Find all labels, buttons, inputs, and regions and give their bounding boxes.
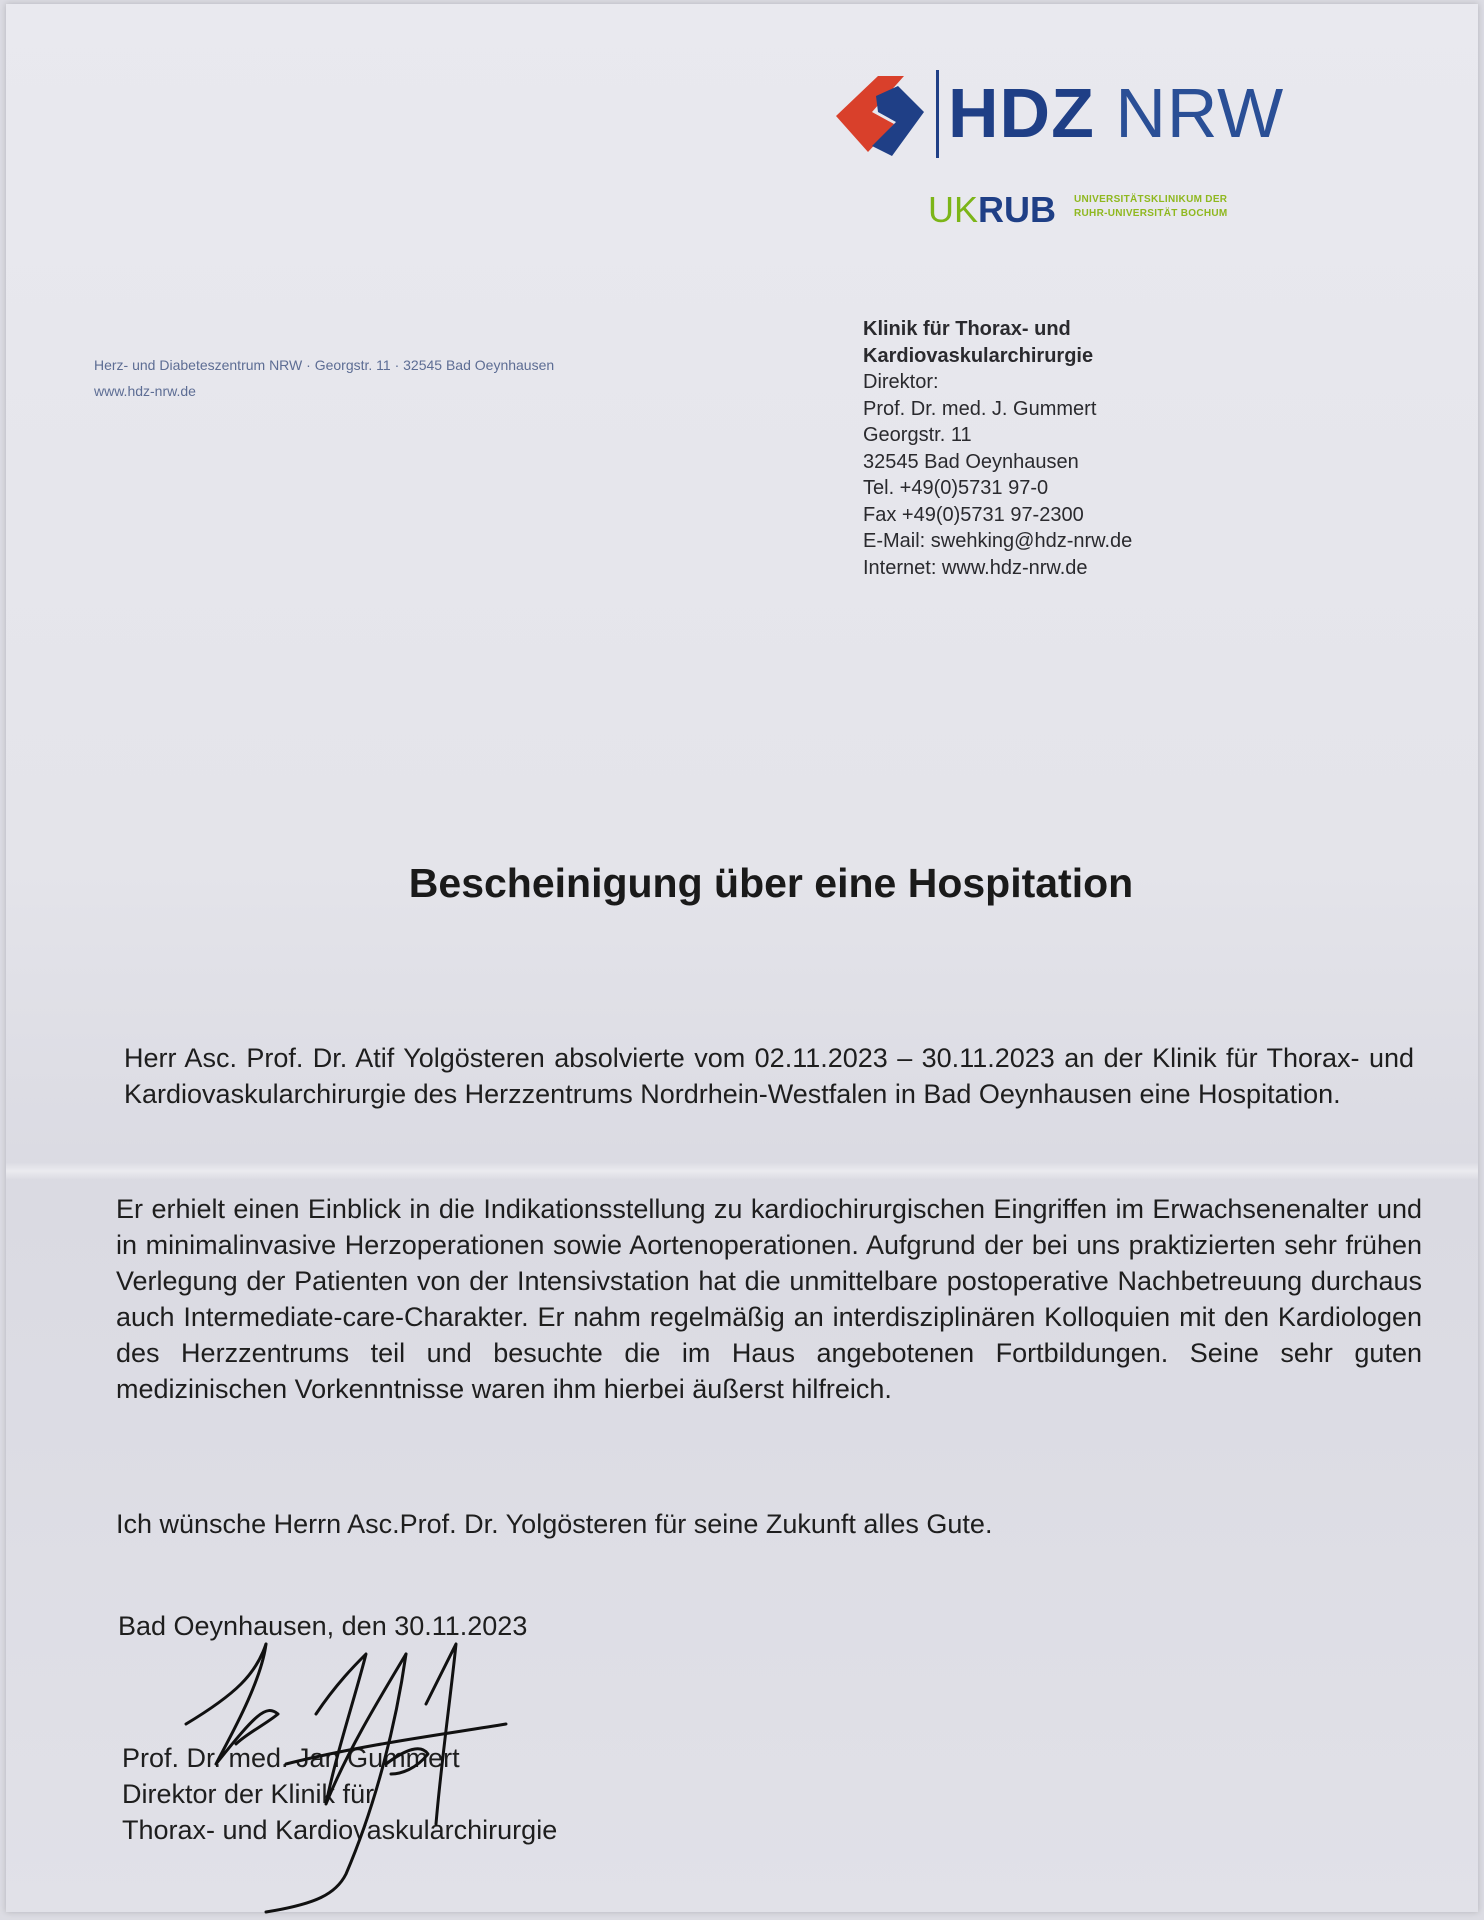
paragraph-intro: Herr Asc. Prof. Dr. Atif Yolgösteren absolvierte vom 02.11.2023 – 30.11.2023 an der Klinik für Thorax- und Kardiovaskularchirurgie des Herzzentrums Nordrhein-Westfalen in Bad Oeynhausen eine Hospitation.	[124, 1043, 1414, 1109]
clinic-phone: Tel. +49(0)5731 97-0	[863, 477, 1049, 499]
clinic-info-block	[863, 316, 1132, 581]
paragraph-closing: Ich wünsche Herrn Asc.Prof. Dr. Yolgösteren für seine Zukunft alles Gute.	[116, 1509, 993, 1539]
handwritten-signature	[166, 1624, 626, 1914]
ukrub-logo	[928, 190, 1056, 230]
rub-text: RUB	[978, 189, 1057, 230]
signer-role-line1: Direktor der Klinik für	[122, 1779, 375, 1809]
letter-page	[6, 4, 1478, 1912]
clinic-email: E-Mail: swehking@hdz-nrw.de	[863, 530, 1133, 552]
signer-role-line2: Thorax- und Kardiovaskularchirurgie	[122, 1815, 558, 1845]
clinic-city: 32545 Bad Oeynhausen	[863, 450, 1079, 473]
hdz-heart-logo-icon	[832, 66, 944, 162]
clinic-fax: Fax +49(0)5731 97-2300	[863, 503, 1084, 526]
signer-name: Prof. Dr. med. Jan Gummert	[122, 1743, 460, 1773]
director-label: Direktor:	[863, 371, 939, 393]
hdz-bold-text: HDZ	[948, 74, 1095, 152]
ukrub-subtitle	[1074, 193, 1228, 221]
ukrub-subtitle-line2: RUHR-UNIVERSITÄT BOCHUM	[1074, 208, 1228, 219]
sender-line: Herz- und Diabeteszentrum NRW · Georgstr. 11 · 32545 Bad Oeynhausen	[94, 357, 555, 373]
paragraph-details: Er erhielt einen Einblick in die Indikationsstellung zu kardiochirurgischen Eingriffen im Erwachsenenalter und in minimalinvasive Herzoperationen sowie Aortenoperationen. Aufgrund der bei uns praktizierten sehr frühen Verlegung der Patienten von der Intensivstation hat die unmittelbare postoperative Nachbetreuung durchaus auch Intermediate-care-Charakter. Er nahm regelmäßig an interdisziplinären Kolloquien mit den Kardiologen des Herzzentrums teil und besuchte die im Haus angebotenen Fortbildungen. Seine sehr guten medizinischen Vorkenntnisse waren ihm hierbei äußerst hilfreich.	[116, 1194, 1422, 1404]
nrw-text: NRW	[1115, 74, 1285, 152]
uk-text: UK	[928, 189, 979, 230]
document-title: Bescheinigung über eine Hospitation	[408, 860, 1134, 906]
director-name: Prof. Dr. med. J. Gummert	[863, 397, 1097, 420]
paper-fold	[6, 1162, 1478, 1180]
clinic-internet: Internet: www.hdz-nrw.de	[863, 556, 1088, 579]
sender-website: www.hdz-nrw.de	[94, 383, 196, 399]
place-date: Bad Oeynhausen, den 30.11.2023	[118, 1611, 528, 1641]
hdz-nrw-wordmark	[948, 68, 1284, 158]
clinic-name-line1: Klinik für Thorax- und	[863, 318, 1071, 340]
ukrub-subtitle-line1: UNIVERSITÄTSKLINIKUM DER	[1074, 194, 1228, 205]
clinic-street: Georgstr. 11	[863, 424, 972, 446]
clinic-name-line2: Kardiovaskularchirurgie	[863, 344, 1094, 367]
sender-address	[94, 352, 554, 404]
